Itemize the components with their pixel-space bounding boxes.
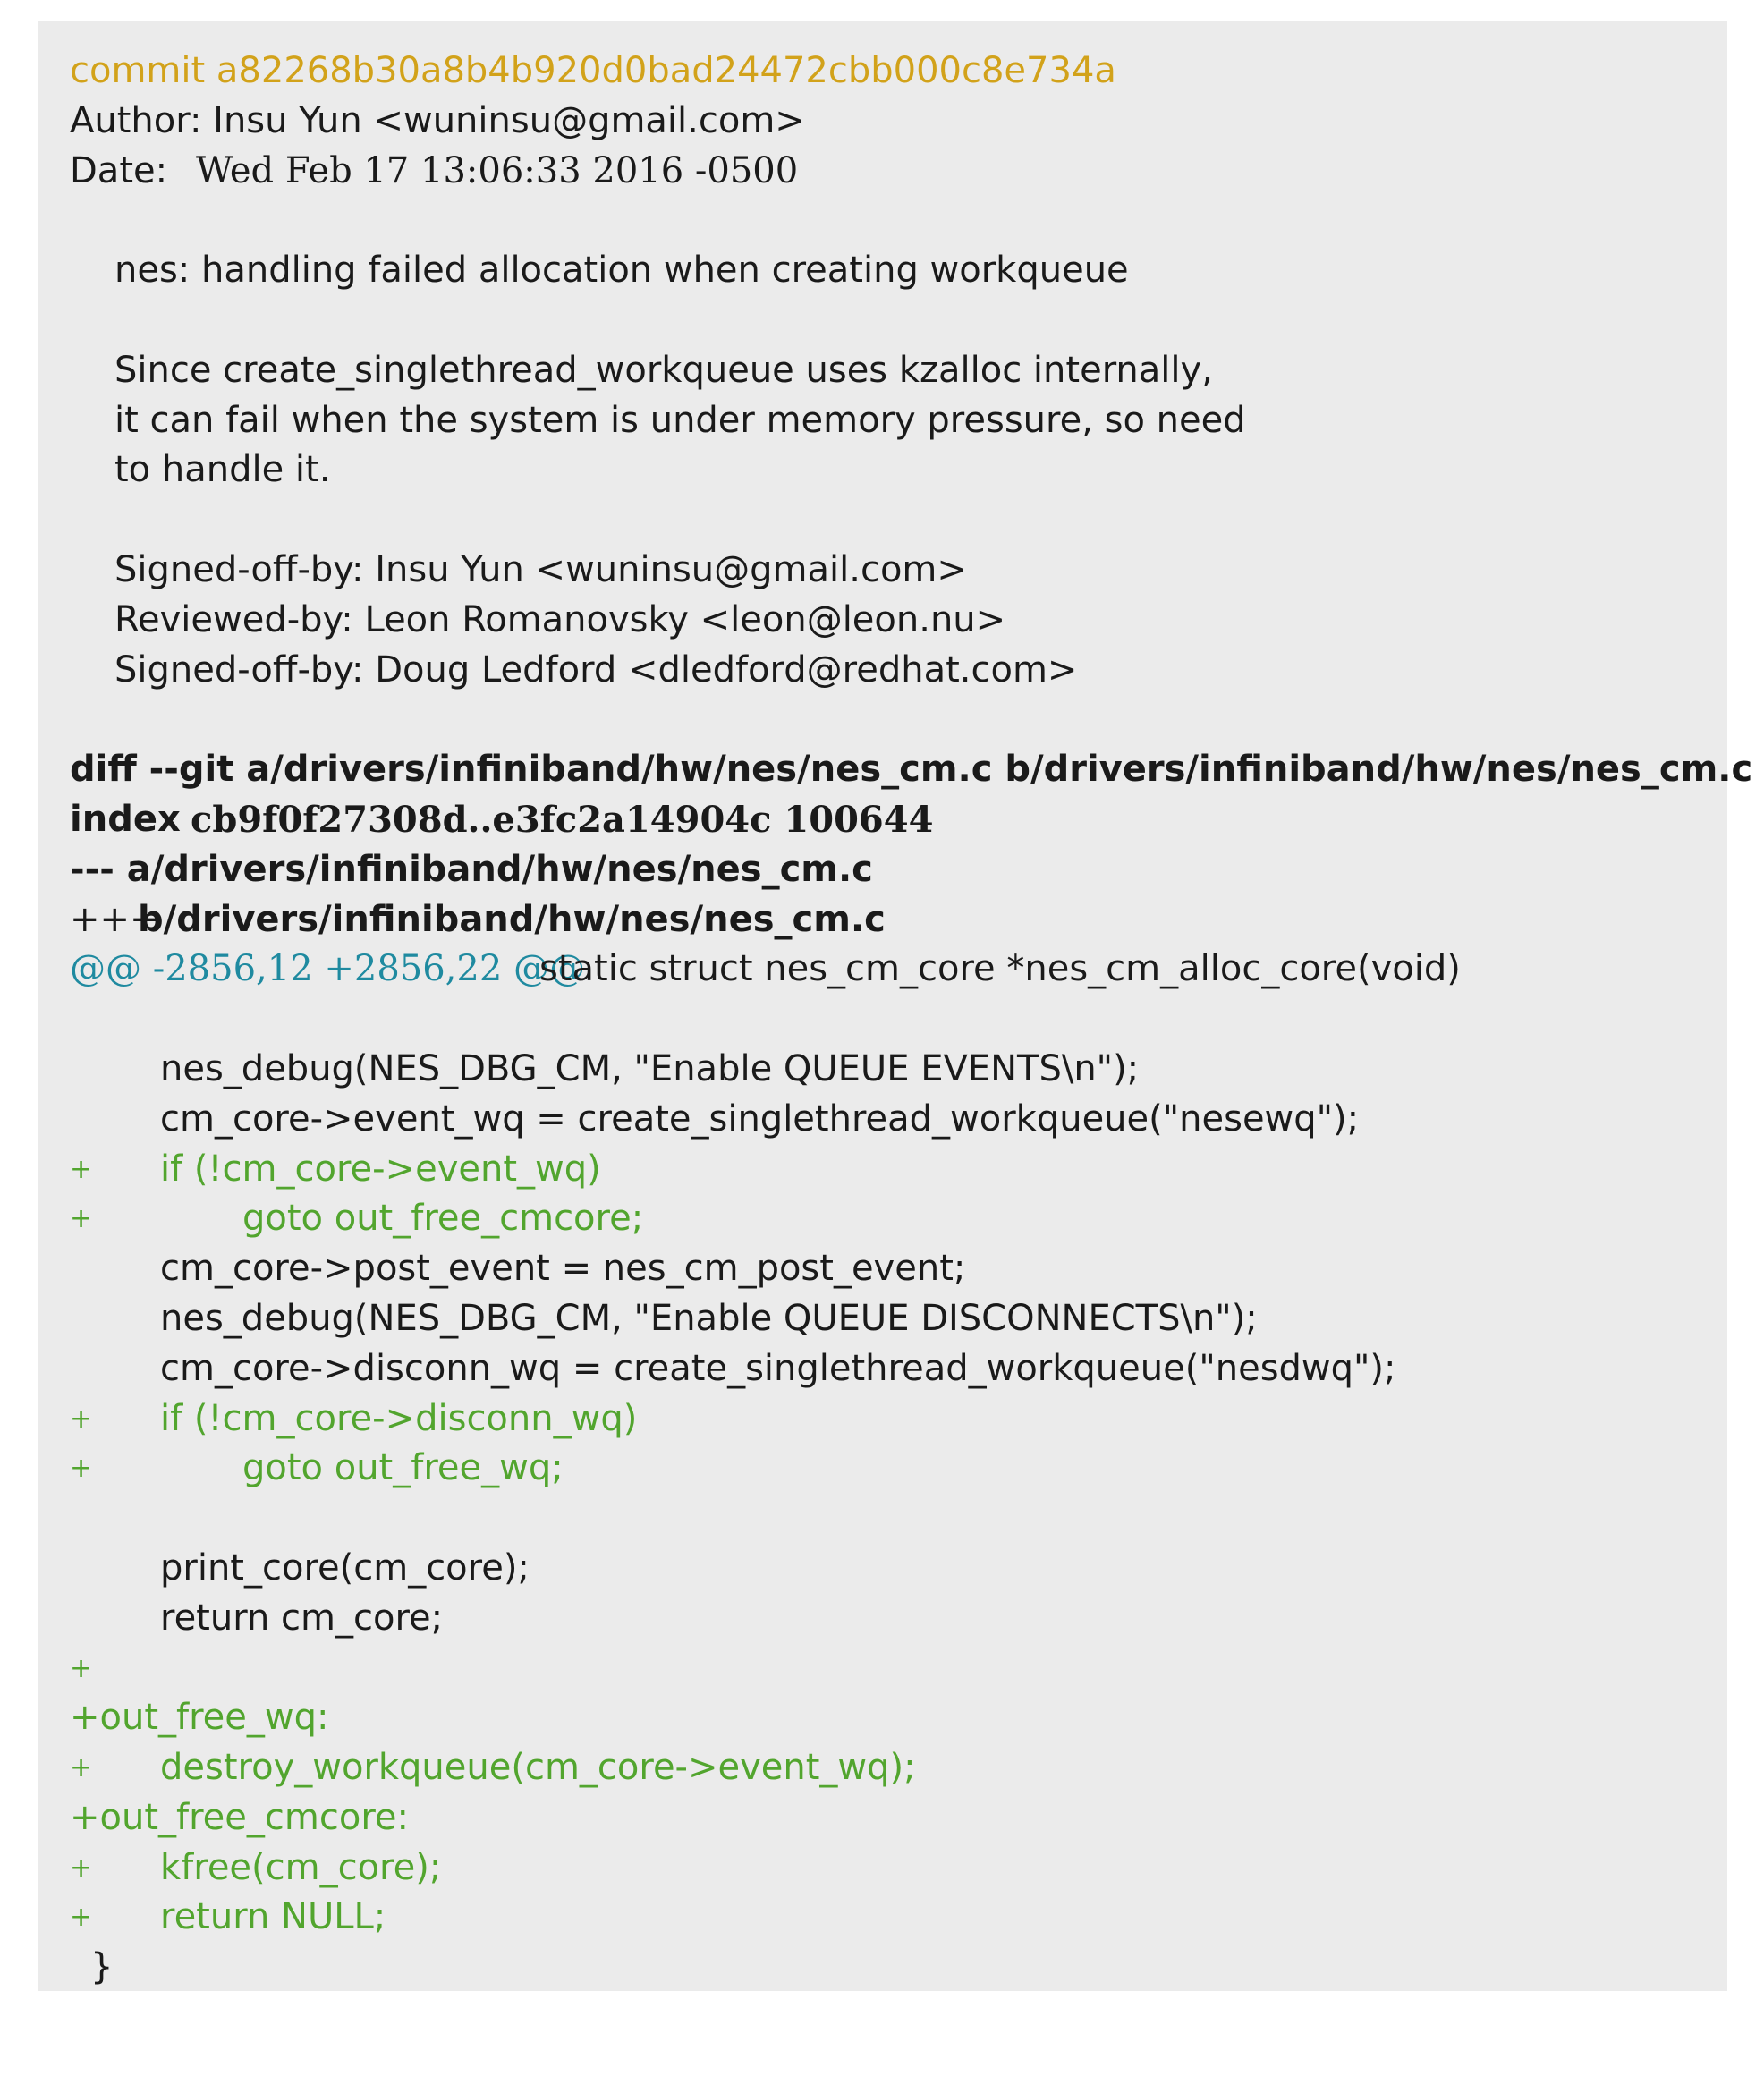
diff-plus-file-line bbox=[38, 895, 1727, 945]
added-line-marker: + bbox=[70, 1752, 93, 1784]
commit-hash[interactable]: commit a82268b30a8b4b920d0bad24472cbb000c8e734a bbox=[70, 50, 1116, 91]
code-text: if (!cm_core->event_wq) bbox=[160, 1148, 601, 1190]
code-label: +out_free_cmcore: bbox=[70, 1796, 409, 1838]
commit-body-line bbox=[38, 396, 1727, 446]
blank-line bbox=[38, 695, 1727, 745]
trailer-signed-off-by: Signed-off-by: Doug Ledford <dledford@redhat.com> bbox=[114, 648, 1078, 691]
plus-marker: +++ bbox=[70, 898, 160, 940]
added-line-marker: + bbox=[70, 1453, 93, 1485]
hunk-header-line bbox=[38, 945, 1727, 995]
hunk-function-context: static struct nes_cm_core *nes_cm_alloc_core(void) bbox=[539, 948, 1461, 990]
code-text: return NULL; bbox=[160, 1896, 386, 1938]
diff-context-line bbox=[38, 1045, 1727, 1095]
blank-line bbox=[38, 1494, 1727, 1544]
diff-index-line bbox=[38, 795, 1727, 845]
diff-context-line bbox=[38, 1294, 1727, 1344]
diff-git-line bbox=[38, 745, 1753, 795]
diff-added-line bbox=[38, 1893, 1727, 1943]
code-text: if (!cm_core->disconn_wq) bbox=[160, 1397, 638, 1439]
code-text: nes_debug(NES_DBG_CM, "Enable QUEUE EVENTS\n"); bbox=[160, 1047, 1140, 1089]
blank-line bbox=[38, 995, 1727, 1045]
diff-context-line bbox=[38, 1095, 1727, 1145]
trailer-signed-off-by: Signed-off-by: Insu Yun <wuninsu@gmail.com> bbox=[114, 548, 967, 590]
code-text: print_core(cm_core); bbox=[160, 1546, 530, 1589]
added-line-marker: + bbox=[70, 1402, 93, 1435]
diff-context-line bbox=[38, 1244, 1727, 1294]
date-line bbox=[38, 147, 1727, 197]
diff-context-line bbox=[38, 1943, 1727, 1993]
new-file-path: b/drivers/infiniband/hw/nes/nes_cm.c bbox=[138, 898, 886, 940]
trailer-line bbox=[38, 596, 1727, 646]
commit-body-line bbox=[38, 346, 1727, 396]
date-label: Date: bbox=[70, 149, 168, 191]
blank-line bbox=[38, 296, 1727, 346]
added-line-marker: + bbox=[70, 1153, 93, 1185]
code-text: cm_core->post_event = nes_cm_post_event; bbox=[160, 1248, 966, 1290]
commit-body-text: Since create_singlethread_workqueue uses kzalloc internally, bbox=[114, 349, 1213, 391]
date-value: Wed Feb 17 13:06:33 2016 -0500 bbox=[196, 149, 799, 191]
hunk-range: @@ -2856,12 +2856,22 @@ bbox=[70, 948, 585, 990]
author: Author: Insu Yun <wuninsu@gmail.com> bbox=[70, 99, 805, 141]
code-text: nes_debug(NES_DBG_CM, "Enable QUEUE DISCONNECTS\n"); bbox=[160, 1297, 1258, 1339]
diff-added-label-line bbox=[38, 1793, 1727, 1843]
diff-added-line bbox=[38, 1444, 1727, 1494]
code-text: goto out_free_cmcore; bbox=[242, 1198, 644, 1240]
trailer-line bbox=[38, 546, 1727, 596]
trailer-reviewed-by: Reviewed-by: Leon Romanovsky <leon@leon.nu> bbox=[114, 598, 1006, 640]
added-line-marker: + bbox=[70, 1852, 93, 1884]
added-line-marker: + bbox=[70, 1203, 93, 1235]
diff-added-line bbox=[38, 1644, 1727, 1694]
diff-added-line bbox=[38, 1394, 1727, 1445]
commit-subject: nes: handling failed allocation when creating workqueue bbox=[114, 250, 1129, 292]
blank-line bbox=[38, 496, 1727, 546]
added-line-marker: + bbox=[70, 1902, 93, 1934]
index-label: index bbox=[70, 798, 181, 840]
commit-body-text: it can fail when the system is under memory pressure, so need bbox=[114, 399, 1246, 441]
diff-added-line bbox=[38, 1843, 1727, 1894]
diff-added-line bbox=[38, 1194, 1727, 1244]
commit-text bbox=[38, 47, 1753, 1993]
commit-body-line bbox=[38, 445, 1727, 496]
commit-log-panel bbox=[38, 21, 1753, 1991]
diff-added-line bbox=[38, 1743, 1727, 1793]
diff-minus-file-line bbox=[38, 845, 1727, 895]
code-text: goto out_free_wq; bbox=[242, 1447, 564, 1489]
old-file-path: --- a/drivers/infiniband/hw/nes/nes_cm.c bbox=[70, 848, 873, 890]
diff-added-line bbox=[38, 1145, 1727, 1195]
code-text: destroy_workqueue(cm_core->event_wq); bbox=[160, 1747, 916, 1789]
blank-line bbox=[38, 196, 1727, 246]
diff-context-line bbox=[38, 1344, 1727, 1394]
author-line bbox=[38, 97, 1727, 147]
commit-body-text: to handle it. bbox=[114, 449, 331, 491]
index-hashes: cb9f0f27308d..e3fc2a14904c 100644 bbox=[191, 798, 934, 841]
code-text: cm_core->event_wq = create_singlethread_workqueue("nesewq"); bbox=[160, 1097, 1360, 1140]
diff-context-line bbox=[38, 1594, 1727, 1644]
code-label: +out_free_wq: bbox=[70, 1697, 329, 1739]
closing-brace: } bbox=[90, 1946, 114, 1988]
diff-added-label-line bbox=[38, 1693, 1727, 1743]
diff-context-line bbox=[38, 1544, 1727, 1594]
code-text: return cm_core; bbox=[160, 1597, 444, 1639]
diff-git-header: diff --git a/drivers/infiniband/hw/nes/nes_cm.c b/drivers/infiniband/hw/nes/nes_cm.c bbox=[70, 749, 1753, 791]
added-line-marker: + bbox=[70, 1652, 93, 1684]
trailer-line bbox=[38, 646, 1727, 696]
code-text: kfree(cm_core); bbox=[160, 1846, 442, 1888]
commit-hash-line bbox=[38, 47, 1727, 97]
code-text: cm_core->disconn_wq = create_singlethread_workqueue("nesdwq"); bbox=[160, 1347, 1396, 1389]
commit-subject-line bbox=[38, 246, 1727, 296]
